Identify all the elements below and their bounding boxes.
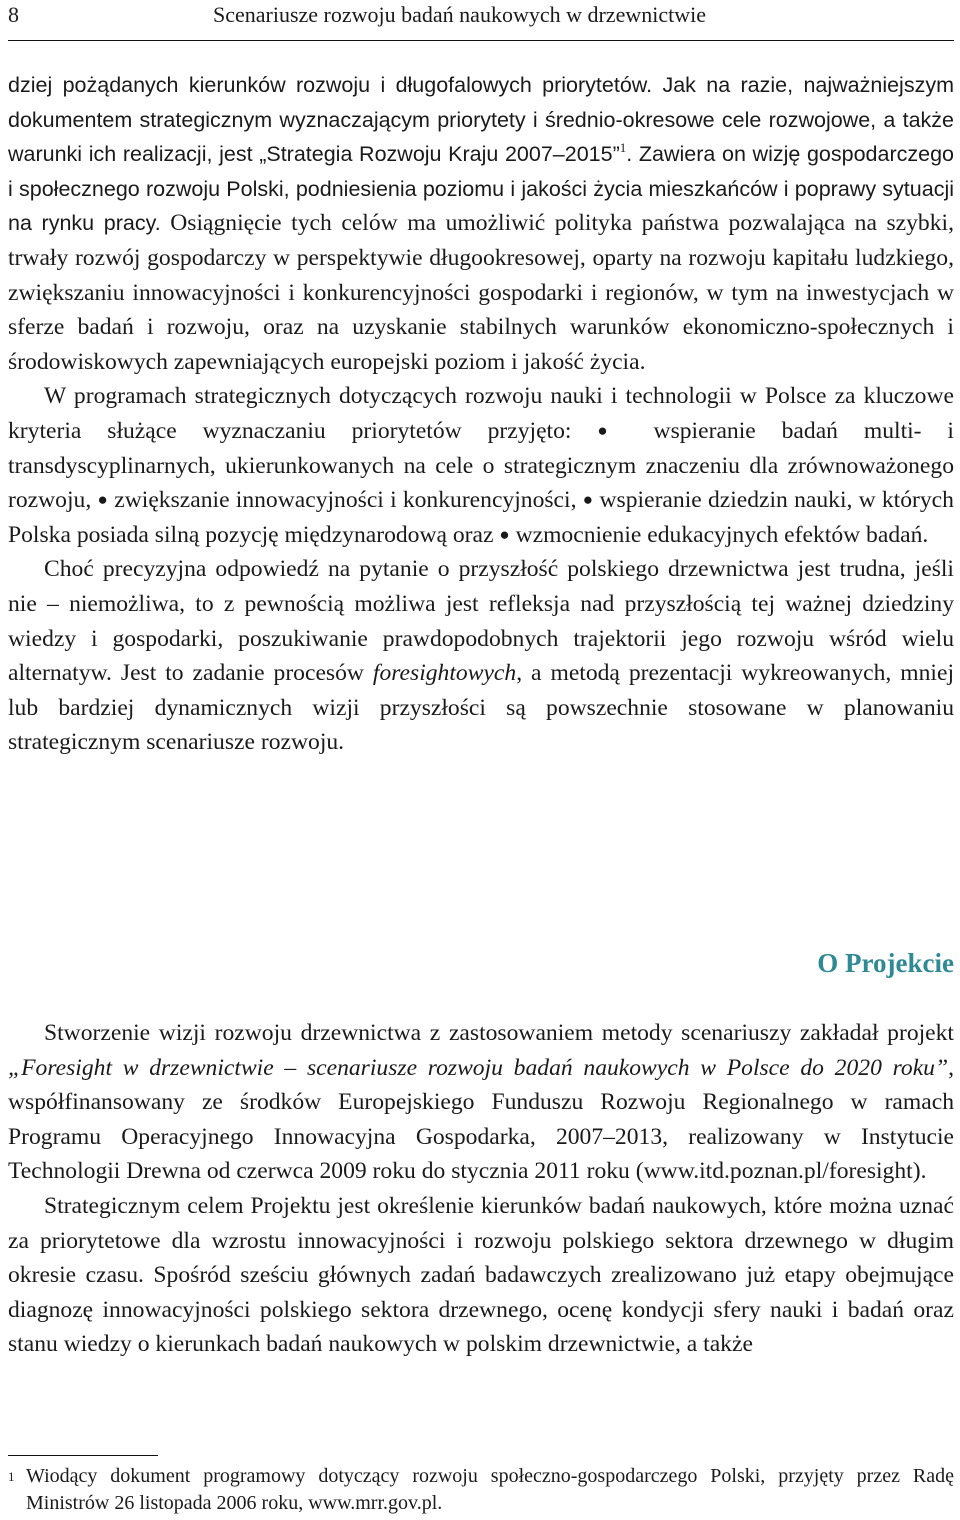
paragraph-criteria — [8, 379, 954, 552]
bullet-icon: ● — [597, 420, 628, 440]
footnote-divider — [8, 1455, 158, 1456]
footnote-text: Wiodący dokument programowy dotyczący rozwoju społeczno-gospodarczego Polski, przyjęty przez Radę Ministrów 26 listopada 2006 roku, www.mrr.gov.pl. — [26, 1465, 954, 1514]
criteria-item-2: zwiększanie innowacyjności i konkurencyjności, — [108, 487, 583, 514]
bullet-icon: ● — [582, 490, 594, 510]
project-title: „Foresight w drzewnictwie – scenariusze rozwoju badań naukowych w Polsce do 2020 roku” — [8, 1054, 949, 1081]
paragraph-goal: Strategicznym celem Projektu jest określenie kierunków badań naukowych, które można uznać za priorytetowe dla wzrostu innowacyjności i rozwoju polskiego sektora drzewnego w długim okresie czasu. Spośród sześciu głównych zadań badawczych zrealizowano już etapy obejmujące diagnozę innowacyjności polskiego sektora drzewnego, ocenę kondycji sfery nauki i badań oraz stanu wiedzy o kierunkach badań naukowych w polskim drzewnictwie, a także — [8, 1192, 954, 1358]
foresight-term: foresightowych — [372, 660, 517, 687]
paragraph-strategy — [8, 68, 954, 379]
page-number: 8 — [8, 2, 19, 27]
bullet-icon: ● — [499, 524, 510, 544]
criteria-item-3: wspieranie dziedzin nauki, w których Polska posiada silną pozycję międzynarodową oraz — [8, 487, 954, 548]
paragraph-foresight — [8, 552, 954, 760]
criteria-item-4: wzmocnienie edukacyjnych efektów badań. — [509, 521, 929, 548]
paragraph-project-part-b: , współfinansowany ze środków Europejskiego Funduszu Rozwoju Regionalnego w ramach Programu Operacyjnego Innowacyjna Gospodarka, 2007–2013, realizowany w Instytucie Technologii Drewna od czerwca 2009 roku do stycznia 2011 roku (www.itd.poznan.pl/foresight). — [8, 1054, 954, 1185]
criteria-intro: W programach strategicznych dotyczących rozwoju nauki i technologii w Polsce za kluczowe kryteria służące wyznaczaniu priorytetów przyjęto: — [8, 383, 954, 444]
footnote-number: 1 — [8, 1469, 15, 1484]
paragraph-strategy-part-b: . Zawiera on wizję gospodarczego i społecznego rozwoju Polski, podniesienia poziomu i jakości życia mieszkańców i poprawy sytuacji na rynku pracy. — [8, 142, 954, 236]
section-heading: O Projekcie — [817, 948, 954, 978]
paragraph-strategy-part-c: Osiągnięcie tych celów ma umożliwić polityka państwa pozwalająca na szybki, trwały rozwój gospodarczy w perspektywie długookresowej, oparty na rozwoju kapitału ludzkiego, zwiększaniu innowacyjności i konkurencyjności gospodarki i regionów, w tym na inwestycjach w sferze badań i rozwoju, oraz na uzyskanie stabilnych warunków ekonomiczno-społecznych i środowiskowych zapewniających europejski poziom i jakość życia. — [8, 210, 954, 375]
criteria-item-1: wspieranie badań multi- i transdyscyplinarnych, ukierunkowanych na cele o strategicznym znaczeniu dla zrównoważonego rozwoju, — [8, 417, 954, 514]
footnote — [8, 1463, 954, 1517]
page-header — [8, 0, 954, 41]
paragraph-foresight-part-b: , a metodą prezentacji wykreowanych, mniej lub bardziej dynamicznych wizji przyszłości są powszechnie stosowane w planowaniu strategicznym scenariusze rozwoju. — [8, 660, 954, 756]
bullet-icon: ● — [97, 490, 109, 510]
footnote-reference: 1 — [619, 140, 627, 156]
paragraph-strategy-part-a: dziej pożądanych kierunków rozwoju i długofalowych priorytetów. Jak na razie, najważniejszym dokumentem strategicznym wyznaczającym priorytety i średnio-okresowe cele rozwojowe, a także warunki ich realizacji, jest „Strategia Rozwoju Kraju 2007–2015” — [8, 73, 954, 167]
running-title: Scenariusze rozwoju badań naukowych w drzewnictwie — [213, 2, 706, 27]
paragraph-project-part-a: Stworzenie wizji rozwoju drzewnictwa z zastosowaniem metody scenariuszy zakładał projekt — [44, 1020, 954, 1046]
paragraph-project — [8, 1016, 954, 1189]
body-text-upper — [8, 68, 954, 760]
paragraph-foresight-part-a: Choć precyzyjna odpowiedź na pytanie o przyszłość polskiego drzewnictwa jest trudna, jeśli nie – niemożliwa, to z pewnością możliwa jest refleksja nad przyszłością tej ważnej dziedziny wiedzy i gospodarki, poszukiwanie prawdopodobnych trajektorii jego rozwoju wśród wielu alternatyw. Jest to zadanie procesów — [8, 556, 954, 687]
body-text-lower — [8, 1016, 954, 1362]
